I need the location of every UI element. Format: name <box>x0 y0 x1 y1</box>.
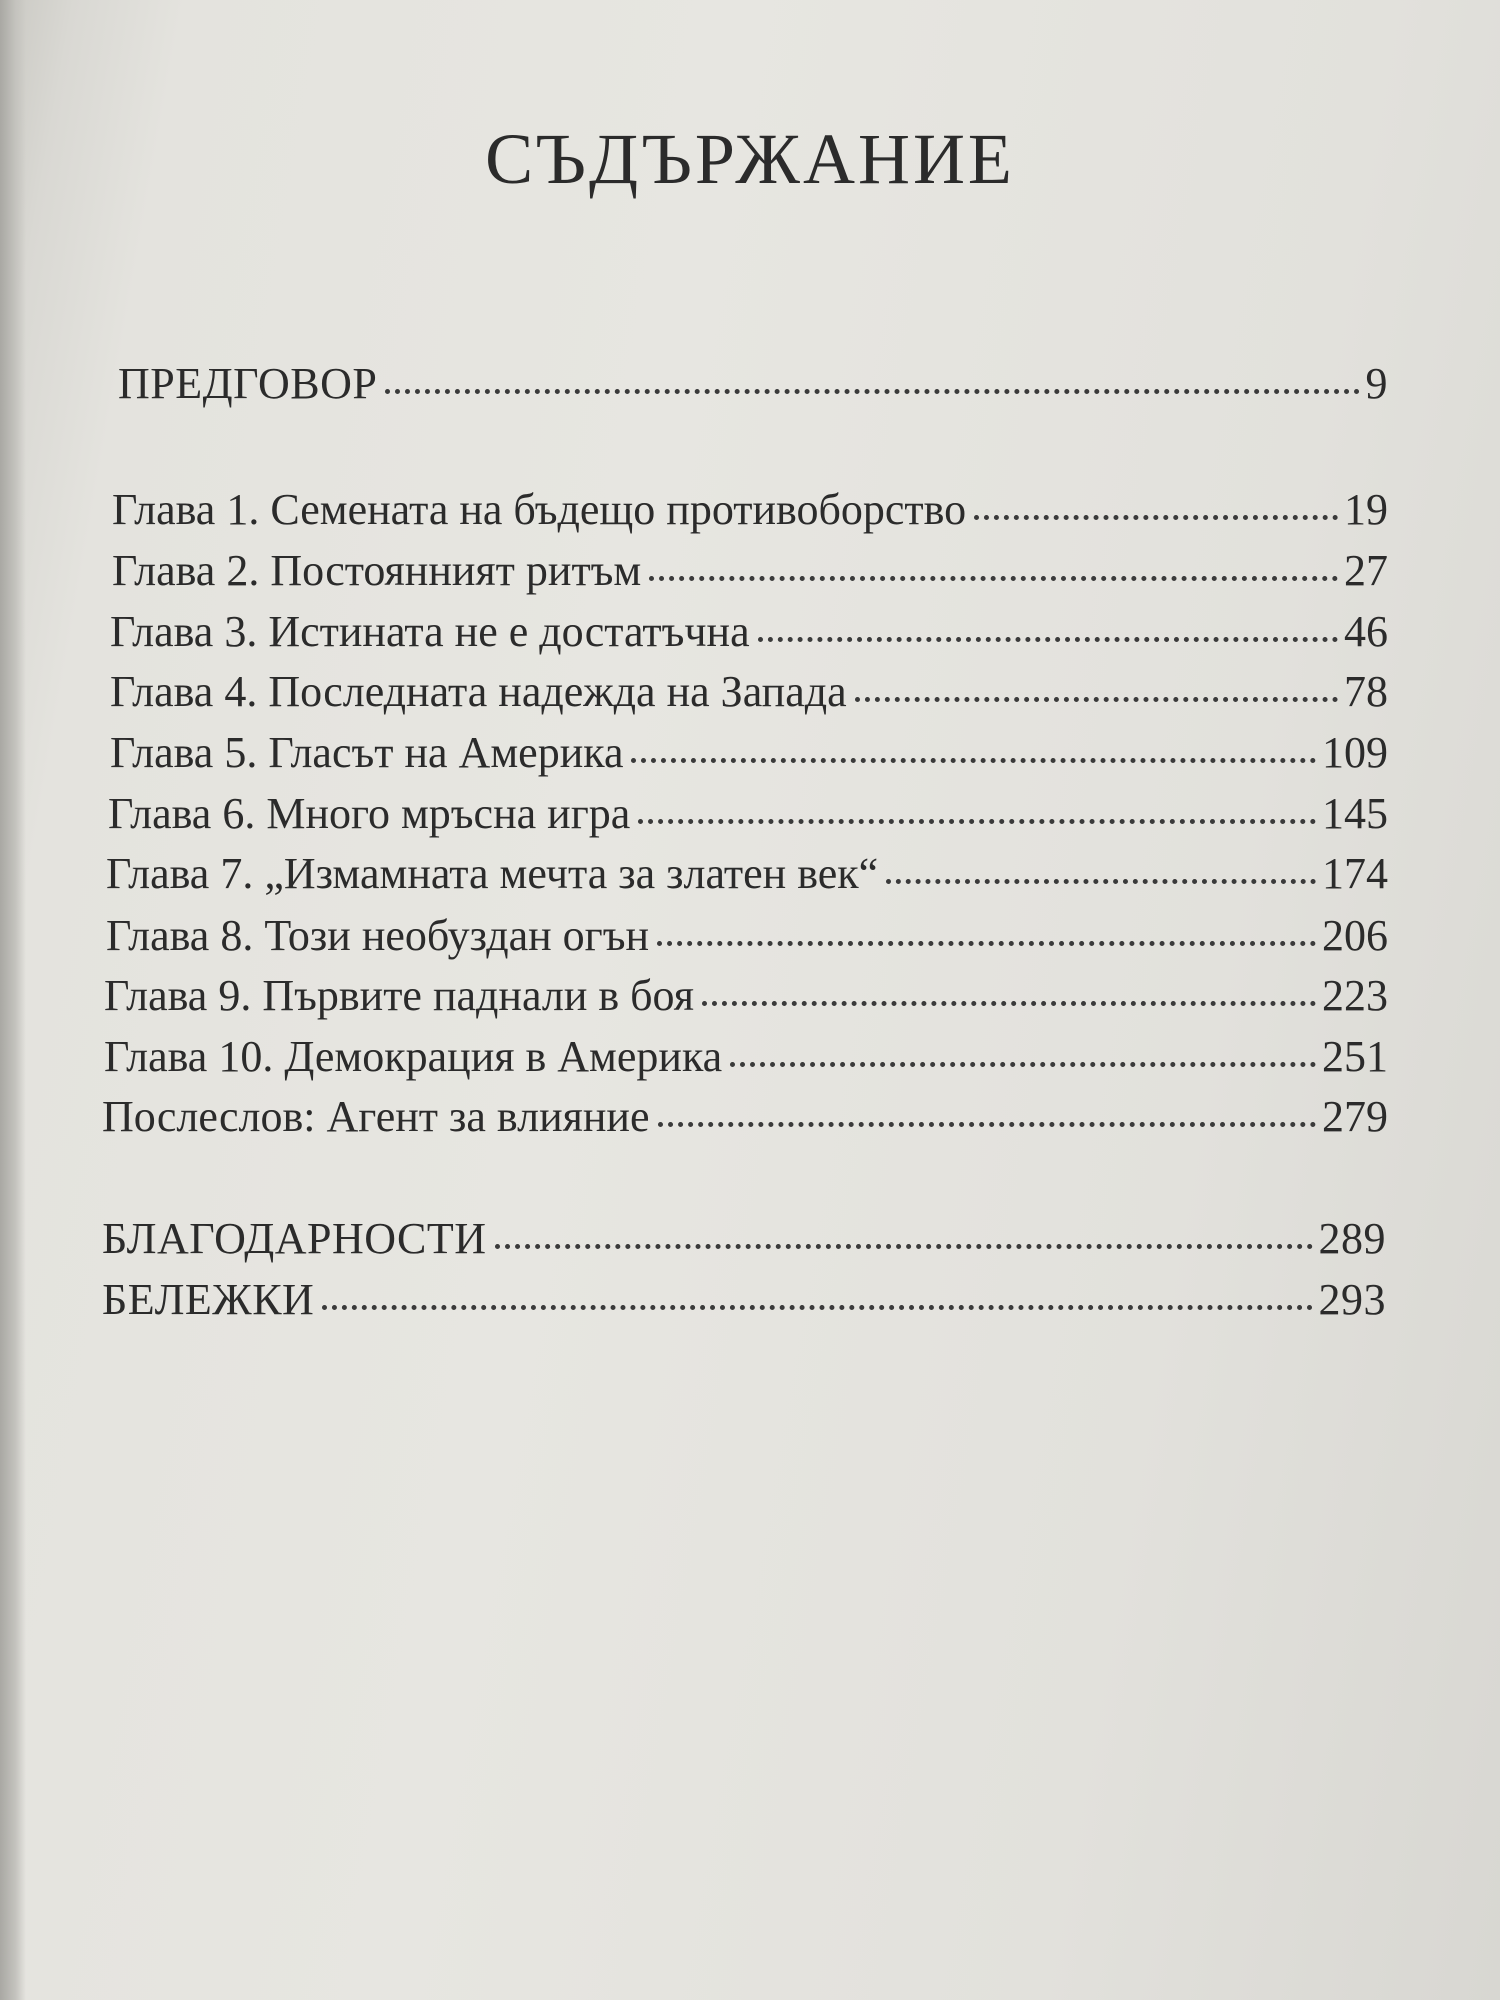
toc-entry-page: 46 <box>1344 607 1388 656</box>
toc-entry-page: 223 <box>1322 971 1388 1020</box>
toc-entry-preface[interactable] <box>118 358 1388 414</box>
dot-leader <box>702 1001 1316 1006</box>
toc-entry-chapter-7[interactable] <box>106 848 1388 904</box>
toc-entry-page: 9 <box>1365 359 1388 408</box>
toc-entry-label: Глава 2. Постоянният ритъм <box>112 546 642 595</box>
toc-entry-page: 293 <box>1318 1275 1386 1324</box>
toc-entry-label: Глава 5. Гласът на Америка <box>110 728 624 777</box>
toc-entry-label: Глава 7. „Измамната мечта за златен век“ <box>106 849 879 898</box>
toc-entry-page: 289 <box>1318 1214 1386 1263</box>
page-title: СЪДЪРЖАНИЕ <box>485 119 1015 199</box>
dot-leader <box>649 576 1338 581</box>
toc-entry-label: ПРЕДГОВОР <box>118 359 378 408</box>
toc-entry-label: Глава 9. Първите паднали в боя <box>104 971 694 1020</box>
toc-entry-page: 174 <box>1322 849 1388 898</box>
toc-entry-page: 251 <box>1322 1032 1388 1081</box>
dot-leader <box>631 758 1316 763</box>
toc-entry-acknowledgements[interactable] <box>102 1213 1386 1269</box>
toc-entry-chapter-8[interactable] <box>106 910 1388 966</box>
toc-entry-label: Глава 10. Демокрация в Америка <box>104 1032 723 1081</box>
toc-entry-chapter-10[interactable] <box>104 1031 1388 1087</box>
toc-entry-label: БЛАГОДАРНОСТИ <box>102 1214 487 1263</box>
toc-entry-notes[interactable] <box>102 1274 1386 1330</box>
toc-entry-chapter-4[interactable] <box>110 666 1388 722</box>
toc-entry-label: Глава 1. Семената на бъдещо противоборство <box>112 485 967 534</box>
toc-entry-page: 109 <box>1322 728 1388 777</box>
toc-entry-label: Послеслов: Агент за влияние <box>102 1092 650 1141</box>
dot-leader <box>886 879 1316 884</box>
dot-leader <box>638 819 1316 824</box>
toc-entry-page: 78 <box>1344 667 1388 716</box>
page-gutter-edge <box>0 0 26 2000</box>
toc-entry-chapter-3[interactable] <box>110 606 1388 662</box>
toc-entry-label: Глава 4. Последната надежда на Запада <box>110 667 847 716</box>
dot-leader <box>658 1122 1317 1127</box>
toc-entry-chapter-1[interactable] <box>112 484 1388 540</box>
dot-leader <box>974 515 1338 520</box>
toc-entry-chapter-2[interactable] <box>112 545 1388 601</box>
dot-leader <box>855 697 1338 702</box>
toc-entry-page: 27 <box>1344 546 1388 595</box>
toc-entry-label: Глава 6. Много мръсна игра <box>108 789 631 838</box>
toc-entry-page: 206 <box>1322 911 1388 960</box>
toc-entry-label: Глава 3. Истината не е достатъчна <box>110 607 750 656</box>
toc-entry-label: БЕЛЕЖКИ <box>102 1275 315 1324</box>
dot-leader <box>730 1062 1316 1067</box>
toc-entry-chapter-5[interactable] <box>110 727 1388 783</box>
toc-entry-chapter-6[interactable] <box>108 788 1388 844</box>
toc-entry-page: 279 <box>1322 1092 1388 1141</box>
toc-entry-afterword[interactable] <box>102 1091 1388 1147</box>
toc-entry-chapter-9[interactable] <box>104 970 1388 1026</box>
toc-entry-page: 19 <box>1344 485 1388 534</box>
dot-leader <box>758 637 1338 642</box>
dot-leader <box>657 941 1316 946</box>
dot-leader <box>495 1244 1313 1249</box>
dot-leader <box>385 389 1359 394</box>
toc-entry-label: Глава 8. Този необуздан огън <box>106 911 650 960</box>
toc-entry-page: 145 <box>1322 789 1388 838</box>
dot-leader <box>322 1305 1312 1310</box>
